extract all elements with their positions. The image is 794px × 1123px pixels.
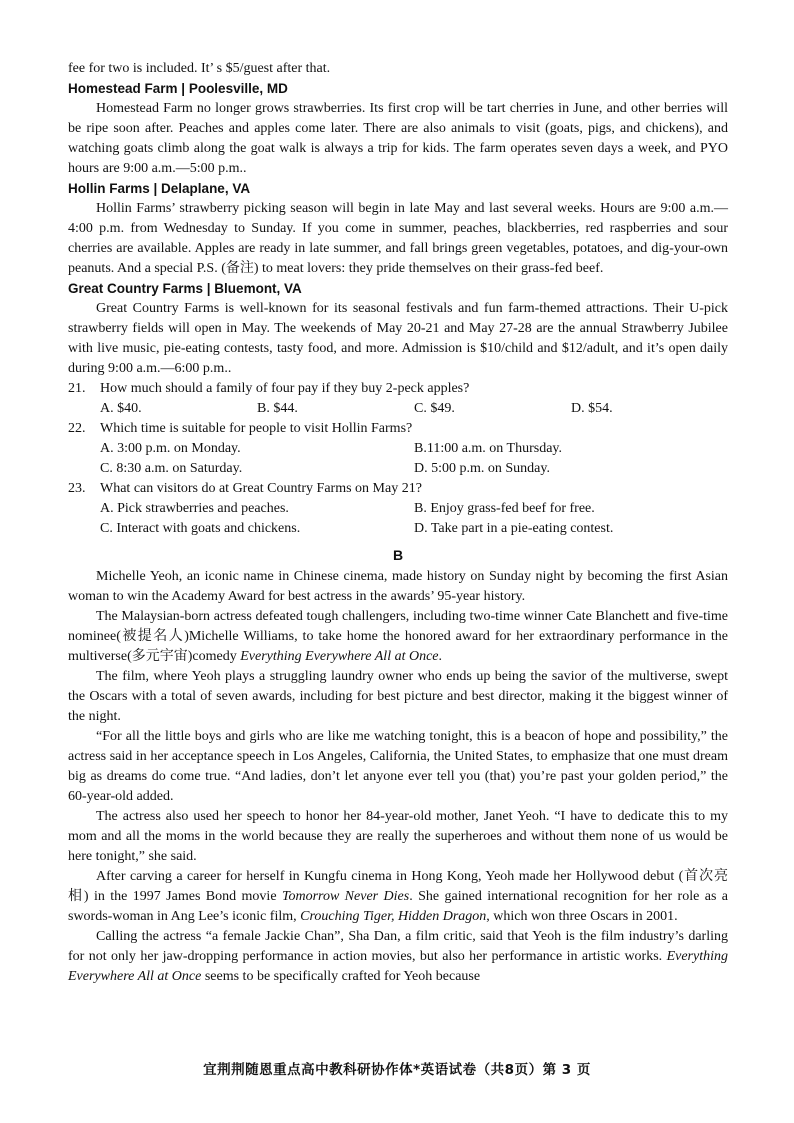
film-title: Crouching Tiger, Hidden Dragon xyxy=(300,909,487,924)
option-b: B. $44. xyxy=(257,401,298,416)
text-run: seems to be specifically crafted for Yeoh because xyxy=(201,969,481,984)
continued-text: fee for two is included. It’ s $5/guest after that. xyxy=(68,61,331,76)
passage-paragraph: “For all the little boys and girls who are like me watching tonight, this is a beacon of hope and possibility,” the actress said in her acceptance speech in Los Angeles, California, the United States, to emphasize that one must dream big as dreams do come true. “And ladies, don’t let anyone ever tell you (that) you’re past your golden period,” the 60-year-old added. xyxy=(68,729,728,804)
film-title: Everything Everywhere All at Once xyxy=(68,949,728,984)
passage-paragraph: The film, where Yeoh plays a struggling laundry owner who ends up being the savior of the multiverse, swept the Oscars with a total of seven awards, including for best picture and best director, making it the biggest winner of the night. xyxy=(68,669,728,724)
passage-b xyxy=(68,567,728,987)
farm-heading: Homestead Farm | Poolesville, MD xyxy=(68,81,288,96)
question-21 xyxy=(68,379,728,419)
section-heading: B xyxy=(392,547,404,563)
exam-page xyxy=(68,59,728,987)
question-22 xyxy=(68,419,728,479)
passage-paragraph xyxy=(68,607,728,667)
film-title: Tomorrow Never Dies xyxy=(281,889,410,904)
option-a: A. $40. xyxy=(100,401,142,416)
question-stem xyxy=(68,379,728,399)
option-b: B.11:00 a.m. on Thursday. xyxy=(414,441,563,456)
question-text: How much should a family of four pay if they buy 2-peck apples? xyxy=(100,381,470,396)
question-23 xyxy=(68,479,728,539)
farm-description: Great Country Farms is well-known for its seasonal festivals and fun farm-themed attractions. Their U-pick strawberry fields will open in May. The weekends of May 20-21 and May 27-28 are the annual Strawberry Jubilee with live music, pie-eating contests, tasty food, and more. Admission is $10/child and $12/adult, and it’s open daily during 9:00 a.m.—6:00 p.m.. xyxy=(68,301,728,376)
option-d: D. 5:00 p.m. on Sunday. xyxy=(414,461,550,476)
farm-homestead xyxy=(68,79,728,179)
answer-options-row-1 xyxy=(68,439,728,459)
text-run: , which won three Oscars in 2001. xyxy=(486,909,678,924)
passage-paragraph: The actress also used her speech to honor her 84-year-old mother, Janet Yeoh. “I have to dedicate this to my mom and all the moms in the world because they are really the superheroes and without them none of us would be here tonight,” she said. xyxy=(68,809,728,864)
answer-options-row-2 xyxy=(68,459,728,479)
passage-paragraph: Michelle Yeoh, an iconic name in Chinese cinema, made history on Sunday night by becoming the first Asian woman to win the Academy Award for best actress in the awards’ 95-year history. xyxy=(68,569,728,604)
text-run: . xyxy=(438,649,443,664)
question-text: What can visitors do at Great Country Farms on May 21? xyxy=(100,481,422,496)
option-c: C. 8:30 a.m. on Saturday. xyxy=(100,461,243,476)
option-a: A. 3:00 p.m. on Monday. xyxy=(100,441,241,456)
question-stem xyxy=(68,419,728,439)
answer-options-row-1 xyxy=(68,499,728,519)
answer-options xyxy=(68,399,728,419)
text-run: Calling the actress “a female Jackie Chan”, Sha Dan, a film critic, said that Yeoh is the film industry’s darling for not only her jaw-dropping performance in action movies, but also her performance in artistic works. xyxy=(68,929,728,964)
question-number: 23. xyxy=(68,481,86,496)
film-title: Everything Everywhere All at Once xyxy=(240,649,439,664)
farm-description: Hollin Farms’ strawberry picking season will begin in late May and last several weeks. Hours are 9:00 a.m.—4:00 p.m. from Wednesday to Sunday. If you come in summer, peaches, blackberries, red raspberries and sour cherries are available. Apples are ready in late summer, and fall brings green vegetables, potatoes, and dig-your-own peanuts. And a special P.S. (备注) to meat lovers: they pride themselves on their grass-fed beef. xyxy=(68,201,728,276)
question-stem xyxy=(68,479,728,499)
text-run: . She gained international recognition for her role as a swords-woman in Ang Lee’s iconic film, xyxy=(68,889,729,924)
option-b: B. Enjoy grass-fed beef for free. xyxy=(414,501,595,516)
farm-heading: Hollin Farms | Delaplane, VA xyxy=(68,181,251,196)
answer-options-row-2 xyxy=(68,519,728,539)
question-text: Which time is suitable for people to visit Hollin Farms? xyxy=(100,421,413,436)
question-number: 21. xyxy=(68,381,86,396)
passage-paragraph xyxy=(68,867,728,927)
page-footer: 宜荆荆随恩重点高中教科研协作体*英语试卷（共8页）第 3 页 xyxy=(203,1062,591,1078)
farm-heading: Great Country Farms | Bluemont, VA xyxy=(68,281,302,296)
farm-hollin xyxy=(68,179,728,279)
option-c: C. $49. xyxy=(414,401,455,416)
question-number: 22. xyxy=(68,421,86,436)
option-d: D. Take part in a pie-eating contest. xyxy=(414,521,614,536)
option-d: D. $54. xyxy=(571,401,613,416)
option-c: C. Interact with goats and chickens. xyxy=(100,521,301,536)
passage-paragraph xyxy=(68,927,728,987)
text-run: After carving a career for herself in Kungfu cinema in Hong Kong, Yeoh made her Hollywood debut (首次亮相) in the 1997 James Bond movie xyxy=(68,869,728,904)
option-a: A. Pick strawberries and peaches. xyxy=(100,501,289,516)
farm-description: Homestead Farm no longer grows strawberries. Its first crop will be tart cherries in June, and other berries will be ripe soon after. Peaches and apples come later. There are also animals to visit (goats, pigs, and chickens), and watching goats climb along the goat walk is always a trip for kids. The farm operates seven days a week, and PYO hours are 9:00 a.m.—5:00 p.m.. xyxy=(68,101,728,176)
text-run: The Malaysian-born actress defeated tough challengers, including two-time winner Cate Blanchett and five-time nominee(被提名人)Michelle Williams, to take home the honored award for her extraordinary performance in the multiverse(多元宇宙)comedy xyxy=(68,609,728,664)
farm-great-country xyxy=(68,279,728,379)
